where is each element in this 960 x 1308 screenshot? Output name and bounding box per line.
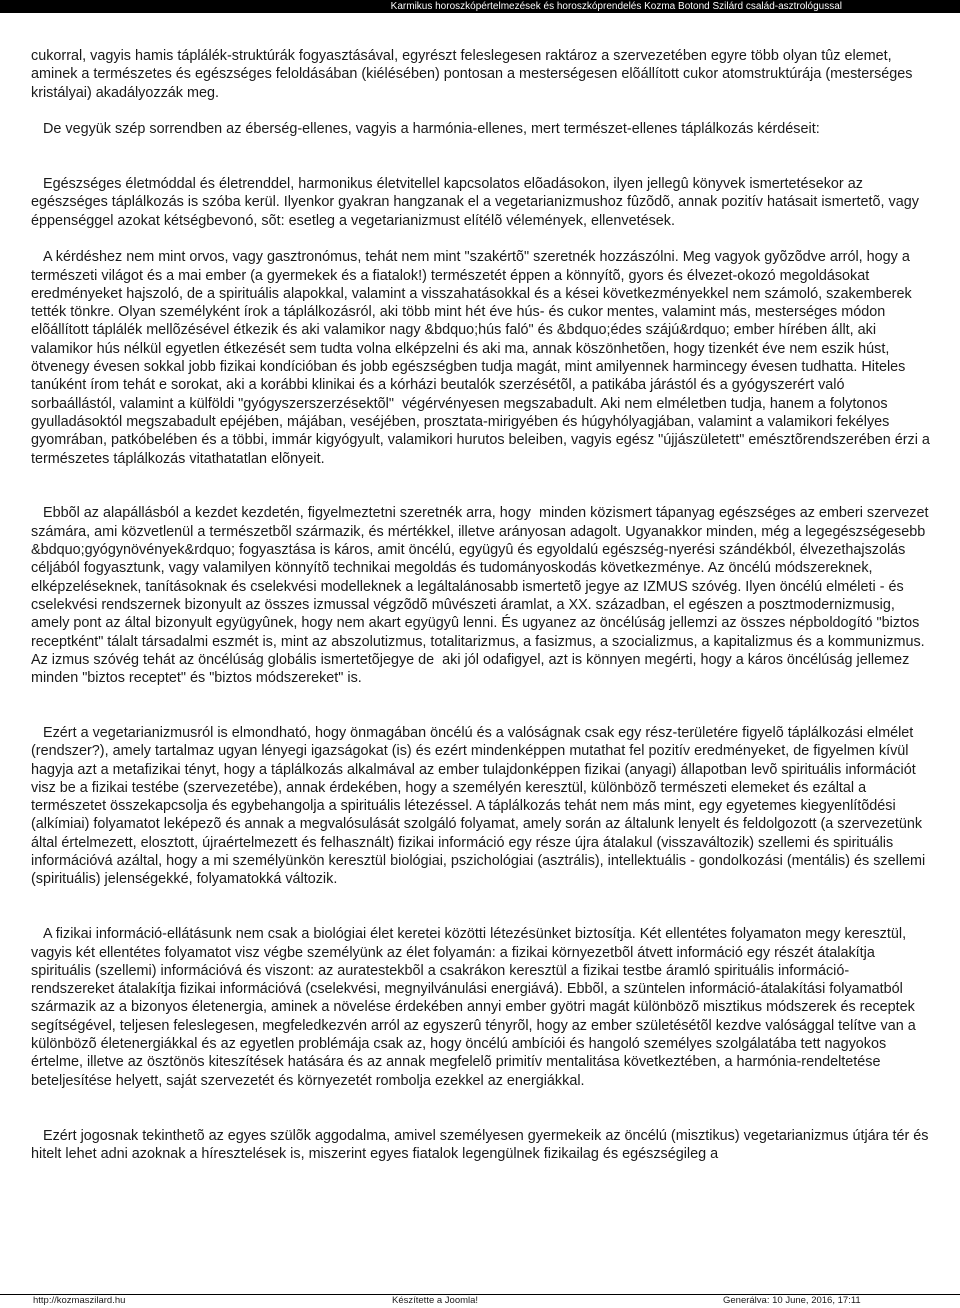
paragraph: De vegyük szép sorrendben az éberség-ellenes, vagyis a harmónia-ellenes, mert természet-ellenes táplálkozás kérdéseit: — [31, 121, 820, 138]
footer-url[interactable]: http://kozmaszilard.hu — [33, 1295, 126, 1306]
article-body — [31, 47, 934, 1163]
paragraph: Ezért jogosnak tekinthetõ az egyes szülõk aggodalma, amivel személyesen gyermekeik az öncélú (misztikus) vegetarianizmus útjára tér és hitelt lehet adni azoknak a híresztelések is, miszerint egyes fiatalok legengülnek fizikailag és egészségileg a — [31, 1127, 933, 1162]
header-title: Karmikus horoszkópértelmezések és horoszkóprendelés Kozma Botond Szilárd család-asztrológussal — [390, 1, 842, 12]
paragraph: A kérdéshez nem mint orvos, vagy gasztronómus, tehát nem mint "szakértõ" szeretnék hozzászólni. Meg vagyok gyõzõdve arról, hogy a természeti világot és a mai ember (a gyermekek és a fiatalok!) természetét éppen a könnyítõ, gyors és élvezet-okozó megoldásokat eredményeket hajszoló, de a spirituális alapokkal, valamint a visszahatásokkal és a kései következményekkel nem számoló, szakemberek tették tönkre. Olyan személyként írok a táplálkozásról, aki több mint hét éve hús- és cukor mentes, valamint más, mesterséges módon elõállított táplálék mellõzésével étkezik és aki valamikor nagy &bdquo;hús faló" és &bdquo;édes szájú&rdquo; ember hírében állt, aki valamikor hús nélkül egyetlen étkezését sem tudta volna elképzelni és aki ma, annak köszönhetõen, hogy tizenkét éve nem eszik húst, ötvenegy évesen sokkal jobb fizikai kondícióban és jobb egészségben tudja magát, mint amilyennek harmincegy évesen tudhatta. Hiteles tanúként írom tehát e sorokat, aki a korábbi klinikai és a kórházi beutalók szerzésétõl, a patikába járástól és a gyógyszerért való sorbaállástól, valamint a külföldi "gyógyszerszerzésektõl" végérvényesen megszabadult. Aki nem elméletben tudja, hanem a folytonos gyulladásoktól megszabadult epéjében, májában, veséjében, prosztata-mirigyében és húgyhólyagjában, valamint a valamikori fekélyes gyomrában, patkóbelében és a többi, immár kigyógyult, valamikori hurutos beleiben, vagyis egész "újjászületett" emésztõrendszerében érzi a természetes táplálkozás vitathatatlan elõnyeit. — [31, 249, 934, 467]
paragraph: A fizikai információ-ellátásunk nem csak a biológiai élet keretei közötti létezésünket biztosítja. Két ellentétes folyamaton megy keresztül, vagyis két ellentétes folyamatot visz végbe személyünk az élet folyamán: a fizikai környezetbõl átvett információ egy részét átalakítja spirituális (szellemi) információvá és viszont: az auratestekbõl a csakrákon keresztül a fizikai testbe áramló spirituális információ-rendszereket átalakítja fizikai információvá (cselekvési, megnyilvánulási energiává). Ebbõl, a szüntelen információ-átalakítási folyamatból származik az a bizonyos életenergia, aminek a növelése érdekében annyi ember gyötri magát különbözõ misztikus módszerek és receptek segítségével, teljesen feleslegesen, megfeledkezvén arról az egyszerû tényrõl, hogy az ember születésétõl kezdve valósággal telítve van a különbözõ életenergiákkal és az egyetlen problémája csak az, hogy öncélú ambíciói és hangoló személyes szolgálatába tett nagyokos értelme, illetve az ösztönös kiteszítések hatására és az annak megfelelõ primitív mentalitása következtében, a harmónia-rendeltetése beteljesítése helyett, saját szervezetét és környezetét rombolja ezekkel az energiákkal. — [31, 926, 920, 1089]
page-footer — [0, 1294, 960, 1308]
paragraph: Egészséges életmóddal és életrenddel, harmonikus életvitellel kapcsolatos elõadásokon, ilyen jellegû könyvek ismertetésekor az egészséges táplálkozás is szóba kerül. Ilyenkor gyakran hangzanak el a vegetarianizmushoz fûzõdõ, annak pozitív hatásait ismertetõ, vagy éppenséggel azokat kétségbevonó, sõt: esetleg a vegetarianizmust elítélõ vélemények, ellenvetések. — [31, 176, 923, 229]
page-header — [0, 0, 960, 13]
paragraph: cukorral, vagyis hamis táplálék-struktúrák fogyasztásával, egyrészt feleslegesen raktároz a szervezetében egyre több olyan tûz elemet, aminek a természetes és egészséges feloldásában (kiélésében) pontosan a mesterségesen elõállított cukor atomstruktúrája (mesterséges kristályai) akadályozzák meg. — [31, 48, 913, 101]
paragraph: Ezért a vegetarianizmusról is elmondható, hogy önmagában öncélú és a valóságnak csak egy rész-területére figyelõ táplálkozási elmélet (rendszer?), amely tartalmaz ugyan lényegi igazságokat (is) és ezért mindenképpen mutathat fel pozitív eredményeket, de figyelmen kívül hagyja azt a metafizikai tényt, hogy a táplálkozás alkalmával az ember tulajdonképpen fizikai (anyagi) állapotban levõ spirituális információt visz be a fizikai testébe (szervezetébe), annak érdekében, hogy a személyén keresztül, különbözõ természeti elemeket és ezáltal a természetet összekapcsolja és egybehangolja a spirituális létezéssel. A táplálkozás tehát nem más mint, egy egyetemes kiegyenlítõdési (alkímiai) folyamatot leképezõ és annak a megvalósulását szolgáló folyamat, amely során az általunk lenyelt és feldolgozott (a szervezetünk által értelmezett, elosztott, újraértelmezett és felhasznált) fizikai információ egy része újra átalakul (visszaváltozik) szellemi és spirituális információvá azáltal, hogy a mi személyünkön keresztül biológiai, pszichológiai (asztrális), intellektuális - gondolkozási (mentális) és szellemi (spirituális) jelenségekké, folyamatokká változik. — [31, 724, 930, 888]
footer-made-with: Készítette a Joomla! — [392, 1295, 479, 1306]
paragraph: Ebbõl az alapállásból a kezdet kezdetén, figyelmeztetni szeretnék arra, hogy minden közismert tápanyag egészséges az emberi szervezet számára, ami közvetlenül a természetbõl származik, és mértékkel, illetve arányosan adagolt. Ugyanakkor minden, még a legegészségesebb &bdquo;gyógynövények&rdquo; fogyasztása is káros, amit öncélú, együgyû és egyoldalú egészség-nyerési szándékból, élvezethajszolás céljából fogyasztunk, vagy valamilyen könnyítõ technikai megoldás és tudományoskodás következménye. Az öncélú módszereknek, elképzeléseknek, tanításoknak és cselekvési modelleknek a legáltalánosabb ismertetõ jegye az IZMUS szóvég. Ilyen öncélú elméleti - és cselekvési rendszernek bizonyult az összes izmussal végzõdõ mûvészeti áramlat, a XX. században, el egészen a posztmodernizmusig, amely pont az által bizonyult együgyûnek, hogy nem akart együgyû lenni. És ugyanez az öncélúság jellemzi az összes népboldogító "biztos receptként" tálalt társadalmi eszmét is, mint az abszolutizmus, totalitarizmus, a fasizmus, a szocializmus, a kapitalizmus és a kommunizmus. Az izmus szóvég tehát az öncélúság globális ismertetõjegye de aki jól odafigyel, azt is könnyen megérti, hogy a káros öncélúság jellemez minden "biztos receptet" és "biztos módszereket" is. — [31, 505, 933, 687]
footer-generated: Generálva: 10 June, 2016, 17:11 — [723, 1295, 861, 1306]
